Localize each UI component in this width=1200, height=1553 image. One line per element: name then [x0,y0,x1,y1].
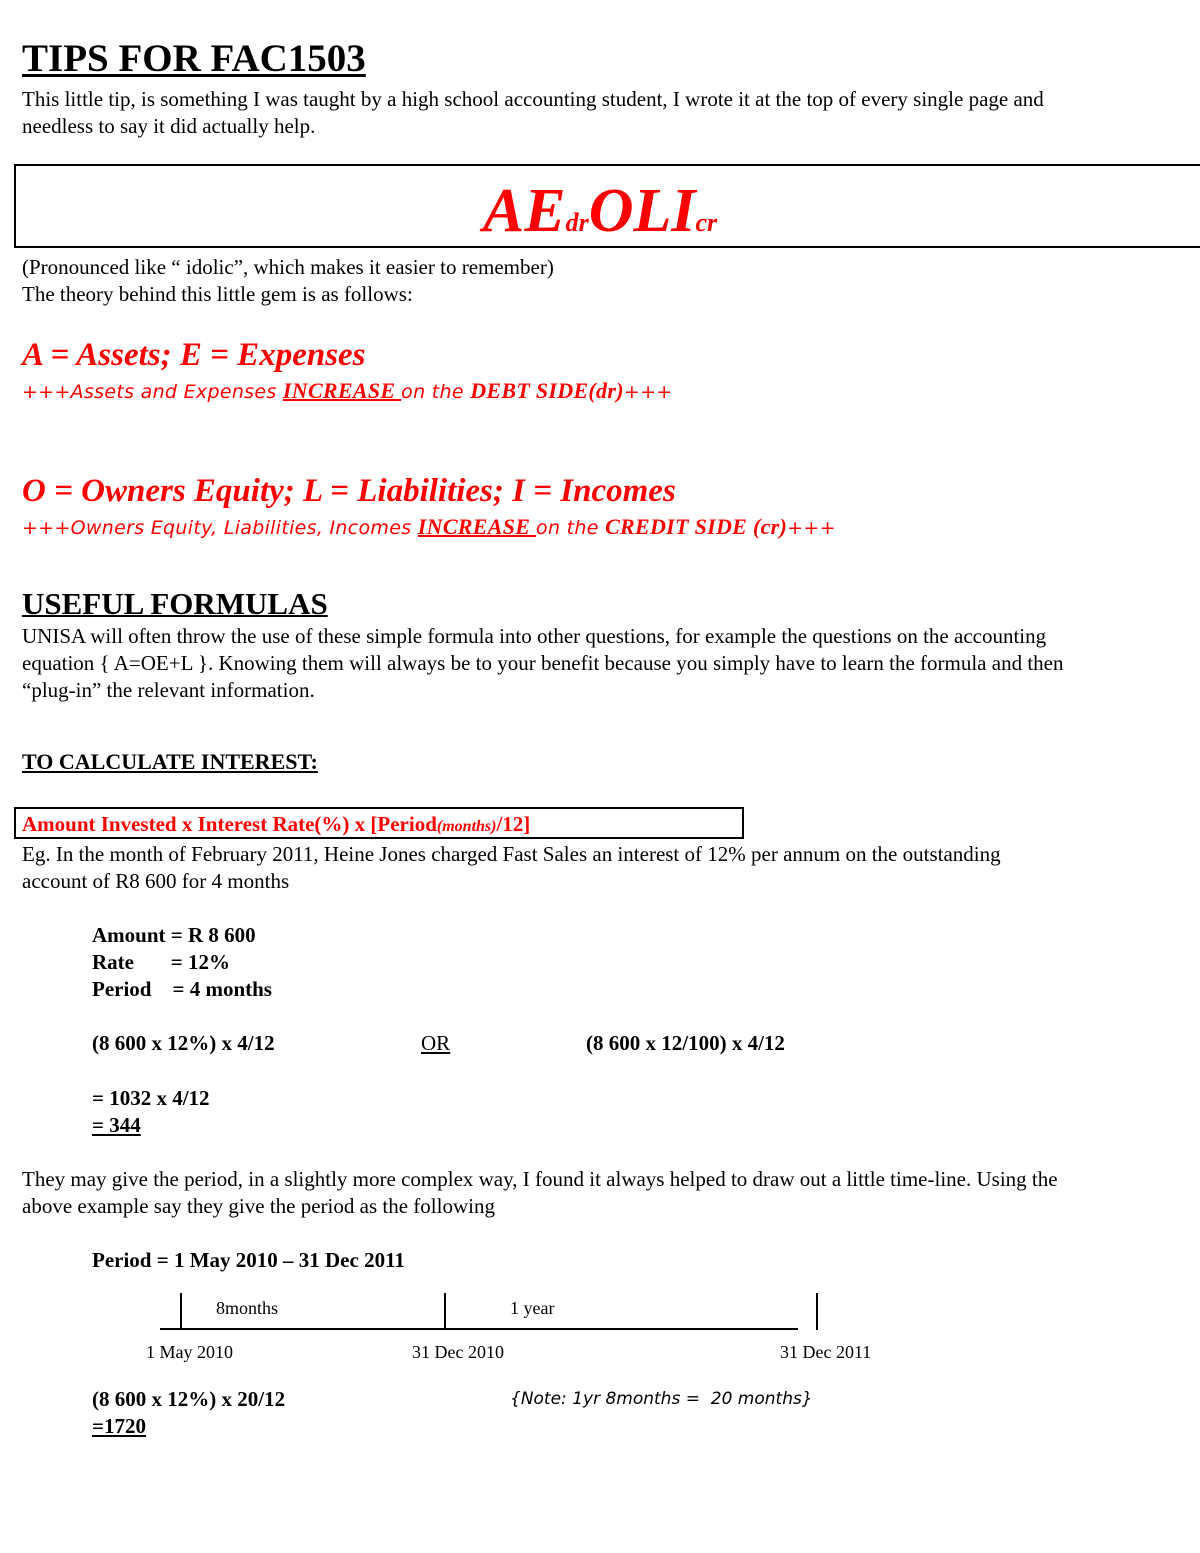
mnemonic [0,176,1200,258]
debit-rule-keyword: INCREASE [282,378,402,403]
timeline-date-1: 1 May 2010 [146,1342,233,1362]
credit-heading: O = Owners Equity; L = Liabilities; I = Incomes [22,473,676,509]
debit-rule-suffix: +++ [623,381,673,403]
credit-rule-prefix: +++Owners Equity, Liabilities, Incomes [22,517,418,539]
useful-line-2: equation { A=OE+L }. Knowing them will always be to your benefit because you simply have to learn the formula and then [22,651,1064,675]
timeline-axis [160,1328,798,1330]
complex-period: Period = 1 May 2010 – 31 Dec 2011 [92,1248,405,1272]
theory-intro: The theory behind this little gem is as follows: [22,282,413,306]
useful-formulas-heading: USEFUL FORMULAS [22,586,328,621]
final-calc: (8 600 x 12%) x 20/12 [92,1387,286,1411]
mnemonic-sub-cr: cr [695,208,718,237]
debit-rule-prefix: +++Assets and Expenses [22,381,283,403]
page-title: TIPS FOR FAC1503 [22,37,366,80]
timeline-date-2: 31 Dec 2010 [412,1342,504,1362]
mnemonic-part-1: AE [482,177,566,245]
calc-or: OR [421,1031,451,1055]
useful-line-1: UNISA will often throw the use of these simple formula into other questions, for example the questions on the accounting [22,624,1047,648]
useful-line-3: “plug-in” the relevant information. [22,678,315,702]
intro-line-1: This little tip, is something I was taught by a high school accounting student, I wrote it at the top of every single page and [22,87,1044,111]
timeline-date-3: 31 Dec 2011 [780,1342,872,1362]
timeline-tick-start [180,1293,182,1330]
mnemonic-sub-dr: dr [565,208,589,237]
formula-part-a: Amount Invested x Interest Rate(%) x [Period [22,812,437,836]
credit-rule-side: CREDIT SIDE (cr) [605,514,788,539]
period-line: Period = 4 months [92,977,272,1001]
formula-part-b: (months) [436,818,497,835]
final-result: =1720 [92,1414,146,1438]
complex-line-1: They may give the period, in a slightly more complex way, I found it always helped to draw out a little time-line. Using the [22,1167,1058,1191]
final-note: {Note: 1yr 8months = 20 months} [510,1389,813,1409]
credit-rule-keyword: INCREASE [417,514,537,539]
complex-line-2: above example say they give the period as the following [22,1194,495,1218]
interest-heading: TO CALCULATE INTEREST: [22,749,318,774]
calc-right: (8 600 x 12/100) x 4/12 [586,1031,785,1055]
credit-rule-mid: on the [536,517,606,539]
timeline-segment-1: 8months [216,1298,279,1318]
interest-formula [22,810,530,841]
debit-rule-mid: on the [401,381,471,403]
rate-line: Rate = 12% [92,950,230,974]
debit-rule-side: DEBT SIDE(dr) [470,378,624,403]
credit-rule-suffix: +++ [787,517,836,539]
timeline-tick-end [816,1293,818,1330]
timeline-tick-mid [444,1293,446,1330]
pronunciation-note: (Pronounced like “ idolic”, which makes it easier to remember) [22,255,554,279]
example-line-2: account of R8 600 for 4 months [22,869,290,893]
amount-line: Amount = R 8 600 [92,923,256,947]
credit-rule [22,514,836,541]
calc-step: = 1032 x 4/12 [92,1086,210,1110]
example-line-1: Eg. In the month of February 2011, Heine Jones charged Fast Sales an interest of 12% per annum on the outstanding [22,842,1001,866]
calc-left: (8 600 x 12%) x 4/12 [92,1031,275,1055]
formula-part-c: /12] [496,812,531,836]
calc-result: = 344 [92,1113,141,1137]
mnemonic-part-2: OLI [588,177,696,245]
debit-rule [22,378,673,405]
intro-line-2: needless to say it did actually help. [22,114,316,138]
timeline-segment-2: 1 year [510,1298,555,1318]
debit-heading: A = Assets; E = Expenses [22,337,366,373]
